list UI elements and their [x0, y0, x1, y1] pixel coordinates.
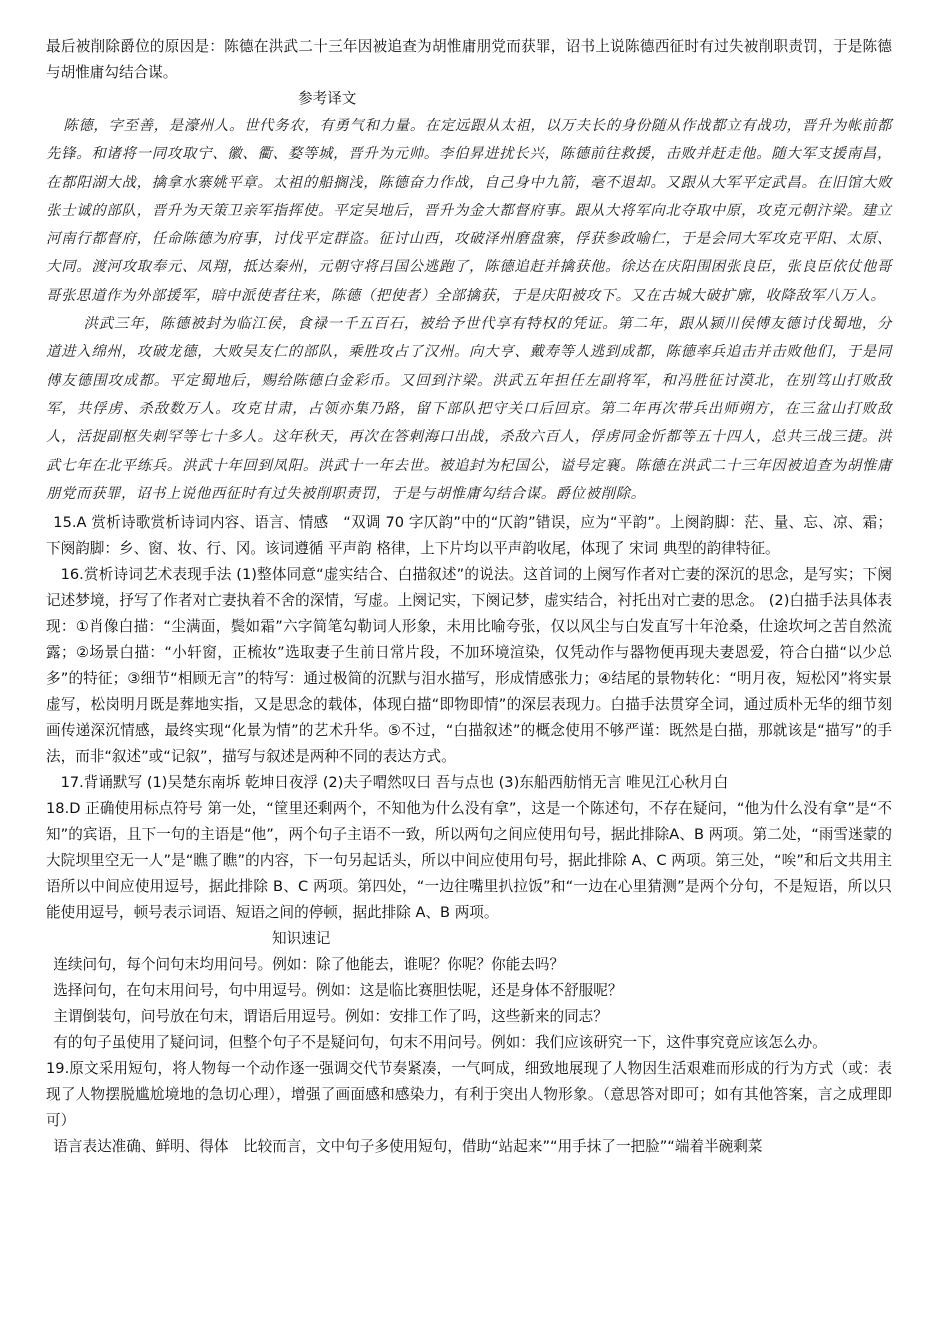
- knowledge-title: 知识速记: [272, 930, 331, 948]
- answer-19-analysis: 语言表达准确、鲜明、得体 比较而言，文中句子多使用短句，借助“站起来”“用手抹了一把脸”“端着半碗剩菜: [53, 1138, 763, 1156]
- intro-paragraph: 最后被削除爵位的原因是：陈德在洪武二十三年因被追查为胡惟庸朋党而获罪，诏书上说陈德西征时有过失被削职责罚，于是陈德与胡惟庸勾结合谋。: [46, 38, 892, 81]
- answer-16: 16.赏析诗词艺术表现手法 (1)整体同意“虚实结合、白描叙述”的说法。这首词的上阕写作者对亡妻的深沉的思念，是写实；下阕记述梦境，抒写了作者对亡妻执着不舍的深情，写虚。上阕记实，下阕记梦，虚实结合，衬托出对亡妻的思念。 (2)白描手法具体表现：①肖像白描：“尘满面，鬓如霜”六字简笔勾勒词人形象，未用比喻夸张，仅以风尘与白发直写十年沧桑，仕途坎坷之苦自然流露；②场景白描：“小轩窗，正梳妆”选取妻子生前日常片段，不加环境渲染，仅凭动作与器物便再现夫妻恩爱，符合白描“以少总多”的特征；③细节“相顾无言”的特写：通过极简的沉默与泪水描写，形成情感张力；④结尾的景物转化：“明月夜，短松冈”将实景虚写，松岗明月既是葬地实指，又是思念的载体，体现白描“即物即情”的深层表现力。白描手法贯穿全词，通过质朴无华的细节刻画传递深沉情感，最终实现“化景为情”的艺术升华。⑤不过，“白描叙述”的概念使用不够严谨：既然是白描，那就该是“描写”的手法，而非“叙述”或“记叙”，描写与叙述是两种不同的表达方式。: [46, 566, 892, 766]
- answer-17: 17.背诵默写 (1)吴楚东南坼 乾坤日夜浮 (2)夫子喟然叹曰 吾与点也 (3)东船西舫悄无言 唯见江心秋月白: [60, 774, 729, 792]
- answer-18: 18.D 正确使用标点符号 第一处，“筐里还剩两个，不知他为什么没有拿”，这是一个陈述句，不存在疑问，“他为什么没有拿”是“不知”的宾语，且下一句的主语是“他”，两个句子主语不一致，所以两句之间应使用句号，据此排除A、B 两项。第二处，“雨雪迷蒙的大院坝里空无一人”是“瞧了瞧”的内容，下一句另起话头，所以中间应使用句号，据此排除 A、C 两项。第三处，“唉”和后文共用主语所以中间应使用逗号，据此排除 B、C 两项。第四处，“一边往嘴里扒拉饭”和“一边在心里猜测”是两个分句，不是短语，所以只能使用逗号，顿号表示词语、短语之间的停顿，据此排除 A、B 两项。: [46, 800, 892, 922]
- knowledge-item: 连续问句，每个问句末均用问号。例如：除了他能去，谁呢？你呢？你能去吗？: [53, 956, 565, 974]
- answer-19: 19.原文采用短句，将人物每一个动作逐一强调交代节奏紧凑，一气呵成，细致地展现了人物因生活艰难而形成的行为方式（或：表现了人物摆脱尴尬境地的急切心理），增强了画面感和感染力，有利于突出人物形象。（意思答对即可；如有其他答案，言之成理即可）: [46, 1060, 892, 1130]
- knowledge-item: 选择问句，在句末用问号，句中用逗号。例如：这是临比赛胆怯呢，还是身体不舒服呢？: [53, 982, 623, 1000]
- knowledge-item: 有的句子虽使用了疑问词，但整个句子不是疑问句，句末不用问号。例如：我们应该研究一下，这件事究竟应该怎么办。: [53, 1034, 827, 1052]
- translation-title: 参考译文: [298, 90, 357, 107]
- translation-paragraph-1: 陈德，字至善，是濠州人。世代务农，有勇气和力量。在定远跟从太祖，以万夫长的身份随从作战都立有战功，晋升为帐前都先锋。和诸将一同攻取宁、徽、衢、婺等城，晋升为元帅。李伯昇进扰长兴，陈德前往救援，击败并赶走他。随大军支援南昌，在都阳湖大战，擒拿水寨姚平章。太祖的船搁浅，陈德奋力作战，自己身中九箭，毫不退却。又跟从大军平定武昌。在旧馆大败张士诚的部队，晋升为天策卫亲军指挥使。平定吴地后，晋升为金大都督府事。跟从大将军向北夺取中原，攻克元朝汴梁。建立河南行都督府，任命陈德为府事，讨伐平定群盗。征讨山西，攻破泽州磨盘寨，俘获参政喻仁，于是会同大军攻克平阳、太原、大同。渡河攻取奉元、凤翔，抵达秦州，元朝守将吕国公逃跑了，陈德追赶并擒获他。徐达在庆阳围困张良臣，张良臣依仗他哥哥张思道作为外部援军，暗中派使者往来，陈德（把使者）全部擒获，于是庆阳被攻下。又在古城大破扩廓，收降敌军八万人。: [46, 118, 892, 304]
- answer-15: 15.A 赏析诗歌赏析诗词内容、语言、情感 “双调 70 字仄韵”中的“仄韵”错误，应为“平韵”。上阕韵脚：茫、量、忘、凉、霜；下阕韵脚：乡、窗、妆、行、冈。该词遵循 平声韵 格律，上下片均以平声韵收尾，体现了 宋词 典型的韵律特征。: [46, 514, 892, 558]
- knowledge-item: 主谓倒装句，问号放在句末，谓语后用逗号。例如：安排工作了吗，这些新来的同志？: [53, 1008, 608, 1026]
- translation-paragraph-2: 洪武三年，陈德被封为临江侯，食禄一千五百石，被给予世代享有特权的凭证。第二年，跟从颍川侯傅友德讨伐蜀地，分道进入绵州，攻破龙德，大败吴友仁的部队，乘胜攻占了汉州。向大亨、戴寿等人逃到成都，陈德率兵追击并击败他们，于是同傅友德围攻成都。平定蜀地后，赐给陈德白金彩币。又回到汴梁。洪武五年担任左副将军，和冯胜征讨漠北，在别笃山打败敌军，共俘虏、杀敌数万人。攻克甘肃，占领亦集乃路，留下部队把守关口后回京。第二年再次带兵出师朔方，在三盆山打败敌人，活捉副枢失刺罕等七十多人。这年秋天，再次在答剌海口出战，杀敌六百人，俘虏同金忻都等五十四人，总共三战三捷。洪武七年在北平练兵。洪武十年回到凤阳。洪武十一年去世。被追封为杞国公，谥号定襄。陈德在洪武二十三年因被追查为胡惟庸朋党而获罪，诏书上说他西征时有过失被削职责罚，于是与胡惟庸勾结合谋。爵位被削除。: [46, 316, 892, 502]
